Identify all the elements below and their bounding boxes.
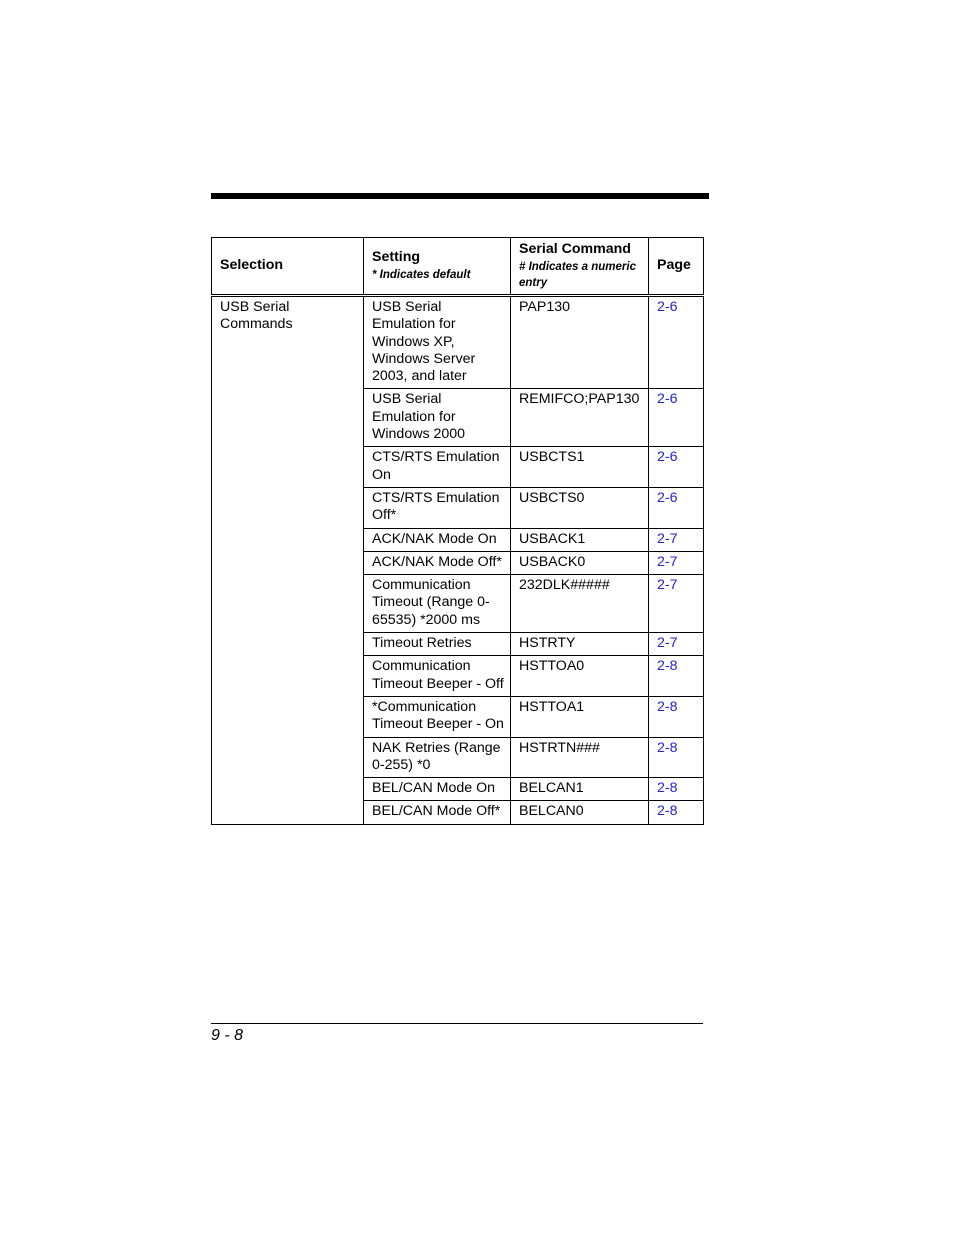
serial-command-cell: HSTRTY <box>511 633 649 656</box>
page-reference-link[interactable]: 2-6 <box>657 489 678 506</box>
column-header-setting <box>364 238 511 296</box>
serial-command-cell: PAP130 <box>511 296 649 389</box>
setting-cell: BEL/CAN Mode On <box>364 778 511 801</box>
page-cell <box>649 447 704 488</box>
serial-command-header-label: Serial Command <box>519 241 631 258</box>
selection-header-label: Selection <box>220 257 284 274</box>
serial-command-cell: BELCAN0 <box>511 801 649 824</box>
footer-rule <box>211 1023 703 1024</box>
table-header-row <box>212 238 704 296</box>
page-reference-link[interactable]: 2-8 <box>657 803 678 820</box>
serial-command-cell: USBCTS1 <box>511 447 649 488</box>
page-reference-link[interactable]: 2-8 <box>657 698 678 715</box>
page-reference-link[interactable]: 2-6 <box>657 299 678 315</box>
page-cell <box>649 487 704 528</box>
setting-cell: Communication Timeout (Range 0-65535) *2000 ms <box>364 575 511 633</box>
page-reference-link[interactable]: 2-8 <box>657 739 678 756</box>
page-cell <box>649 801 704 824</box>
serial-command-header-note: # Indicates a numeric entry <box>519 260 636 289</box>
page-reference-link[interactable]: 2-7 <box>657 577 678 594</box>
column-header-serial-command <box>511 238 649 296</box>
serial-command-cell: BELCAN1 <box>511 778 649 801</box>
page-cell <box>649 778 704 801</box>
setting-cell: BEL/CAN Mode Off* <box>364 801 511 824</box>
setting-cell: Communication Timeout Beeper - Off <box>364 656 511 697</box>
page-reference-link[interactable]: 2-6 <box>657 391 678 408</box>
page-reference-link[interactable]: 2-6 <box>657 449 678 466</box>
serial-command-cell: REMIFCO;PAP130 <box>511 389 649 447</box>
page-cell <box>649 633 704 656</box>
serial-command-cell: HSTRTN### <box>511 737 649 778</box>
setting-cell: CTS/RTS Emulation Off* <box>364 487 511 528</box>
serial-command-cell: HSTTOA1 <box>511 696 649 737</box>
setting-cell: NAK Retries (Range 0-255) *0 <box>364 737 511 778</box>
page-cell <box>649 551 704 574</box>
column-header-page <box>649 238 704 296</box>
table-body <box>212 296 704 825</box>
setting-cell: ACK/NAK Mode On <box>364 528 511 551</box>
page-reference-link[interactable]: 2-7 <box>657 530 678 547</box>
setting-cell: USB Serial Emulation for Windows XP, Windows Server 2003, and later <box>364 296 511 389</box>
setting-cell: Timeout Retries <box>364 633 511 656</box>
serial-command-cell: USBCTS0 <box>511 487 649 528</box>
serial-command-cell: USBACK1 <box>511 528 649 551</box>
page-cell <box>649 296 704 389</box>
page-cell <box>649 656 704 697</box>
setting-header-note: * Indicates default <box>372 268 471 281</box>
page-number: 9 - 8 <box>211 1027 244 1044</box>
serial-command-cell: 232DLK##### <box>511 575 649 633</box>
column-header-selection <box>212 238 364 296</box>
table-row <box>212 296 704 389</box>
setting-header-label: Setting <box>372 249 421 266</box>
serial-command-cell: USBACK0 <box>511 551 649 574</box>
setting-cell: ACK/NAK Mode Off* <box>364 551 511 574</box>
page-cell <box>649 696 704 737</box>
page-cell <box>649 528 704 551</box>
header-rule <box>211 193 709 199</box>
serial-command-cell: HSTTOA0 <box>511 656 649 697</box>
page-reference-link[interactable]: 2-7 <box>657 553 678 570</box>
setting-cell: USB Serial Emulation for Windows 2000 <box>364 389 511 447</box>
page-reference-link[interactable]: 2-7 <box>657 635 678 652</box>
page-cell <box>649 737 704 778</box>
page-header-label: Page <box>657 257 691 274</box>
setting-cell: CTS/RTS Emulation On <box>364 447 511 488</box>
page-reference-link[interactable]: 2-8 <box>657 658 678 675</box>
selection-cell: USB Serial Commands <box>212 296 364 825</box>
setting-cell: *Communication Timeout Beeper - On <box>364 696 511 737</box>
serial-command-table <box>211 237 704 825</box>
page-cell <box>649 389 704 447</box>
page-cell <box>649 575 704 633</box>
page-reference-link[interactable]: 2-8 <box>657 780 678 797</box>
